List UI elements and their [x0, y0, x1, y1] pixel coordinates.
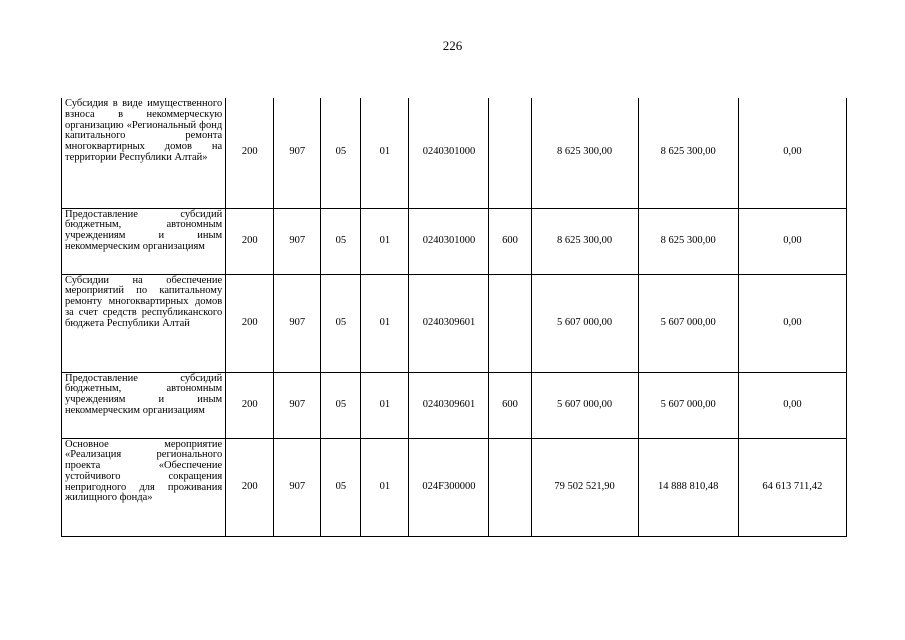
section-cell: 05	[321, 438, 361, 536]
code2-cell: 907	[274, 274, 321, 372]
budget-table	[61, 98, 847, 537]
expense-type-cell	[489, 98, 531, 208]
amount3-cell: 0,00	[738, 274, 846, 372]
code1-cell: 200	[226, 98, 274, 208]
amount1-cell: 8 625 300,00	[531, 98, 638, 208]
amount2-cell: 14 888 810,48	[638, 438, 738, 536]
amount2-cell: 5 607 000,00	[638, 274, 738, 372]
row-name: Предоставление субсидий бюджетным, автономным учреждениям и иным некоммерческим организациям	[62, 208, 226, 274]
subsection-cell: 01	[361, 438, 409, 536]
expense-type-cell	[489, 274, 531, 372]
amount1-cell: 8 625 300,00	[531, 208, 638, 274]
code1-cell: 200	[226, 208, 274, 274]
table-row	[62, 274, 847, 372]
expense-type-cell: 600	[489, 372, 531, 438]
target-cell: 0240301000	[409, 98, 489, 208]
table-row	[62, 438, 847, 536]
row-name: Предоставление субсидий бюджетным, автономным учреждениям и иным некоммерческим организациям	[62, 372, 226, 438]
target-cell: 0240301000	[409, 208, 489, 274]
page-number: 226	[442, 38, 463, 53]
table-row	[62, 372, 847, 438]
section-cell: 05	[321, 372, 361, 438]
code2-cell: 907	[274, 438, 321, 536]
table-row	[62, 208, 847, 274]
amount1-cell: 5 607 000,00	[531, 372, 638, 438]
target-cell: 024F300000	[409, 438, 489, 536]
amount3-cell: 0,00	[738, 372, 846, 438]
row-name: Субсидии на обеспечение мероприятий по капитальному ремонту многоквартирных домов за счет средств республиканского бюджета Республики Алтай	[62, 274, 226, 372]
row-name: Основное мероприятие «Реализация регионального проекта «Обеспечение устойчивого сокращения непригодного для проживания жилищного фонда»	[62, 438, 226, 536]
amount2-cell: 8 625 300,00	[638, 98, 738, 208]
code2-cell: 907	[274, 98, 321, 208]
row-name: Субсидия в виде имущественного взноса в некоммерческую организацию «Региональный фонд капитального ремонта многоквартирных домов на территории Республики Алтай»	[62, 98, 226, 208]
code2-cell: 907	[274, 208, 321, 274]
code1-cell: 200	[226, 372, 274, 438]
code2-cell: 907	[274, 372, 321, 438]
amount1-cell: 5 607 000,00	[531, 274, 638, 372]
subsection-cell: 01	[361, 98, 409, 208]
amount3-cell: 0,00	[738, 208, 846, 274]
section-cell: 05	[321, 274, 361, 372]
amount3-cell: 64 613 711,42	[738, 438, 846, 536]
target-cell: 0240309601	[409, 372, 489, 438]
section-cell: 05	[321, 208, 361, 274]
target-cell: 0240309601	[409, 274, 489, 372]
amount2-cell: 5 607 000,00	[638, 372, 738, 438]
table-row	[62, 98, 847, 208]
subsection-cell: 01	[361, 372, 409, 438]
expense-type-cell: 600	[489, 208, 531, 274]
subsection-cell: 01	[361, 208, 409, 274]
amount1-cell: 79 502 521,90	[531, 438, 638, 536]
amount3-cell: 0,00	[738, 98, 846, 208]
code1-cell: 200	[226, 438, 274, 536]
section-cell: 05	[321, 98, 361, 208]
amount2-cell: 8 625 300,00	[638, 208, 738, 274]
code1-cell: 200	[226, 274, 274, 372]
expense-type-cell	[489, 438, 531, 536]
subsection-cell: 01	[361, 274, 409, 372]
